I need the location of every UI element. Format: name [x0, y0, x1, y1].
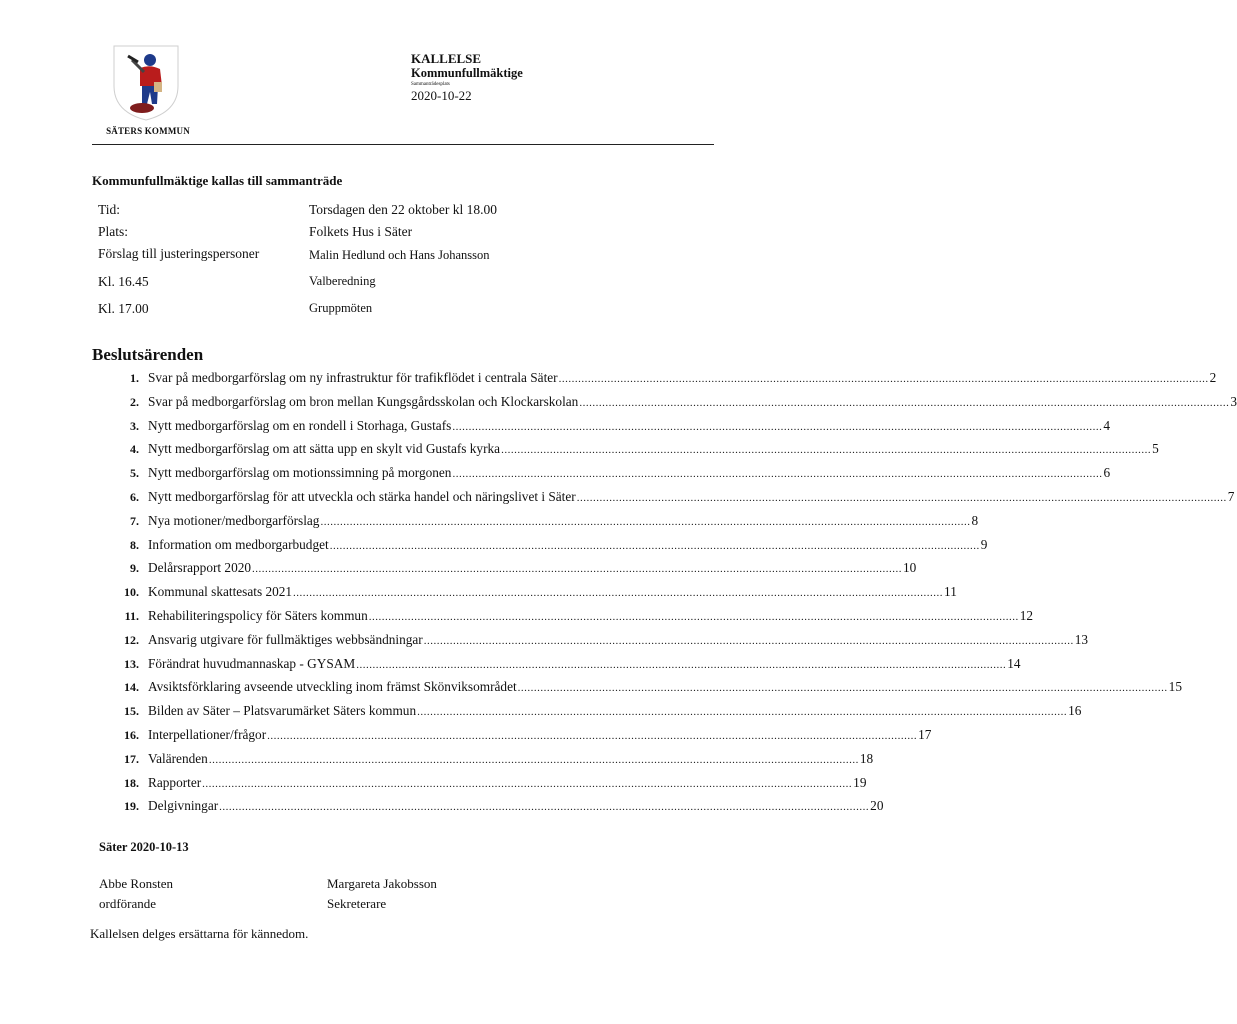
info-label: Plats: [98, 224, 129, 239]
agenda-item [108, 417, 1110, 442]
agenda-item-number: 13. [124, 656, 139, 671]
agenda-item-title: Avsiktsförklaring avseende utveckling inom främst Skönviksområdet [148, 679, 517, 695]
agenda-item-title: Bilden av Säter – Platsvarumärket Säters kommun [148, 703, 417, 719]
agenda-item [108, 465, 1111, 489]
agenda-item-number: 16. [124, 727, 139, 742]
leader-dots: ........................................................................................................................................................................................................ [320, 515, 971, 528]
footer-note: Kallelsen delges ersättarna för kännedom. [90, 926, 309, 941]
agenda-item-title: Delårsrapport 2020 [148, 560, 252, 576]
chair-name: Abbe Ronsten [99, 876, 174, 891]
municipality-logo [100, 42, 192, 142]
info-label: Tid: [98, 202, 121, 217]
agenda-item-number: 11. [124, 608, 139, 623]
leader-dots: ........................................................................................................................................................................................................ [293, 587, 944, 600]
leader-dots: ........................................................................................................................................................................................................ [368, 610, 1019, 623]
meeting-date: 2020-10-22 [411, 88, 472, 103]
chair-role: ordförande [99, 896, 157, 911]
agenda-item [108, 536, 988, 561]
agenda-item-page: 6 [1103, 465, 1111, 481]
agenda-item-page: 15 [1168, 679, 1182, 695]
agenda-item-number: 10. [124, 585, 139, 600]
leader-dots: ........................................................................................................................................................................................................ [267, 729, 918, 742]
agenda-item-title: Rapporter [148, 774, 202, 790]
agenda-item-number: 17. [124, 751, 139, 766]
agenda-item-page: 4 [1103, 417, 1110, 433]
agenda-item-number: 15. [124, 704, 139, 719]
agenda-item-title: Interpellationer/frågor [148, 726, 267, 742]
agenda-item-title: Ansvarig utgivare för fullmäktiges webbsändningar [148, 631, 423, 647]
leader-dots: ........................................................................................................................................................................................................ [202, 777, 853, 790]
agenda-item-title: Nytt medborgarförslag om en rondell i Storhaga, Gustafs [148, 417, 452, 433]
section-title: Beslutsärenden [92, 345, 204, 364]
leader-dots: ........................................................................................................................................................................................................ [558, 373, 1209, 385]
agenda-item-number: 5. [130, 466, 139, 481]
leader-dots: ........................................................................................................................................................................................................ [452, 468, 1103, 481]
leader-dots: ........................................................................................................................................................................................................ [208, 753, 859, 766]
agenda-item [108, 393, 1237, 418]
agenda-item [108, 584, 957, 608]
info-value: Valberedning [309, 274, 376, 288]
agenda-item-page: 19 [853, 774, 867, 790]
agenda-item-title: Nytt medborgarförslag om motionssimning på morgonen [148, 465, 452, 481]
agenda-item [108, 560, 917, 584]
agenda-item [108, 631, 1089, 656]
agenda-item-page: 3 [1230, 393, 1237, 409]
agenda-item-page: 5 [1152, 441, 1159, 457]
agenda-item-page: 8 [971, 512, 979, 528]
agenda-item [108, 679, 1182, 703]
secretary-name: Margareta Jakobsson [327, 876, 437, 891]
leader-dots: ........................................................................................................................................................................................................ [356, 658, 1007, 671]
header-small-label: Sammanträdesplats [411, 82, 450, 87]
agenda-item [108, 488, 1235, 513]
agenda-item-number: 8. [130, 537, 139, 552]
agenda-item-page: 18 [859, 750, 874, 766]
agenda-item [108, 726, 932, 751]
info-label: Kl. 17.00 [98, 301, 149, 316]
header-divider [92, 144, 714, 145]
leader-dots: ........................................................................................................................................................................................................ [576, 491, 1227, 504]
agenda-item-page: 7 [1227, 488, 1235, 504]
agenda-item-title: Svar på medborgarförslag om bron mellan Kungsgårdsskolan och Klockarskolan [148, 393, 579, 409]
info-label: Förslag till justeringspersoner [98, 246, 260, 261]
agenda-item-title: Rehabiliteringspolicy för Säters kommun [148, 607, 368, 623]
agenda-list [108, 370, 1237, 822]
agenda-item-number: 2. [130, 394, 139, 409]
agenda-item [108, 441, 1159, 465]
agenda-item [108, 750, 874, 775]
agenda-item-number: 6. [130, 489, 139, 504]
agenda-item-page: 14 [1007, 655, 1021, 671]
leader-dots: ........................................................................................................................................................................................................ [219, 801, 870, 814]
info-value: Gruppmöten [309, 301, 373, 315]
agenda-item-title: Nytt medborgarförslag för att utveckla och stärka handel och näringslivet i Säter [148, 488, 576, 504]
agenda-item-number: 1. [130, 371, 139, 385]
agenda-item-title: Nya motioner/medborgarförslag [148, 512, 320, 528]
leader-dots: ........................................................................................................................................................................................................ [252, 563, 903, 576]
agenda-item [108, 607, 1034, 632]
leader-dots: ........................................................................................................................................................................................................ [452, 420, 1103, 433]
document-header [411, 51, 523, 104]
info-value: Torsdagen den 22 oktober kl 18.00 [309, 202, 498, 217]
agenda-item [108, 512, 979, 537]
leader-dots: ........................................................................................................................................................................................................ [501, 444, 1152, 457]
agenda-item [108, 655, 1021, 680]
agenda-item-number: 18. [124, 775, 139, 790]
agenda-item-page: 10 [903, 560, 917, 576]
agenda-item-number: 4. [130, 442, 139, 457]
info-label: Kl. 16.45 [98, 274, 149, 289]
place-date: Säter 2020-10-13 [99, 840, 189, 854]
info-value: Folkets Hus i Säter [309, 224, 413, 239]
document-type: KALLELSE [411, 51, 482, 66]
agenda-item-page: 17 [918, 726, 932, 742]
info-value: Malin Hedlund och Hans Johansson [309, 248, 490, 262]
leader-dots: ........................................................................................................................................................................................................ [329, 539, 980, 552]
leader-dots: ........................................................................................................................................................................................................ [579, 396, 1230, 409]
leader-dots: ........................................................................................................................................................................................................ [423, 634, 1074, 647]
coat-of-arms-icon [110, 42, 182, 122]
intro-heading: Kommunfullmäktige kallas till sammanträde [92, 173, 343, 188]
agenda-item-number: 12. [124, 632, 139, 647]
agenda-item-title: Svar på medborgarförslag om ny infrastruktur för trafikflödet i centrala Säter [148, 370, 558, 385]
agenda-item-page: 16 [1068, 703, 1082, 719]
agenda-item-page: 11 [944, 584, 957, 600]
committee-name: Kommunfullmäktige [411, 66, 523, 80]
agenda-item [108, 703, 1082, 727]
agenda-item-title: Valärenden [148, 750, 208, 766]
agenda-item [108, 774, 867, 799]
agenda-item-page: 2 [1209, 370, 1217, 385]
agenda-item-page: 9 [980, 536, 988, 552]
agenda-item-page: 20 [870, 798, 884, 814]
agenda-item-title: Nytt medborgarförslag om att sätta upp en skylt vid Gustafs kyrka [148, 441, 501, 457]
agenda-item-title: Delgivningar [148, 798, 219, 814]
agenda-item-page: 13 [1074, 631, 1089, 647]
agenda-item [108, 798, 884, 822]
agenda-item-title: Förändrat huvudmannaskap - GYSAM [148, 655, 356, 671]
agenda-item-title: Kommunal skattesats 2021 [148, 584, 293, 600]
agenda-item-number: 9. [130, 561, 139, 576]
leader-dots: ........................................................................................................................................................................................................ [517, 682, 1168, 695]
leader-dots: ........................................................................................................................................................................................................ [417, 706, 1068, 719]
agenda-item-number: 7. [130, 513, 139, 528]
logo-text: SÄTERS KOMMUN [106, 126, 190, 136]
secretary-role: Sekreterare [327, 896, 387, 911]
agenda-item [108, 370, 1217, 394]
agenda-item-page: 12 [1019, 607, 1034, 623]
agenda-item-number: 19. [124, 799, 139, 814]
agenda-item-title: Information om medborgarbudget [148, 536, 329, 552]
agenda-item-number: 14. [124, 680, 139, 695]
agenda-item-number: 3. [130, 418, 139, 433]
